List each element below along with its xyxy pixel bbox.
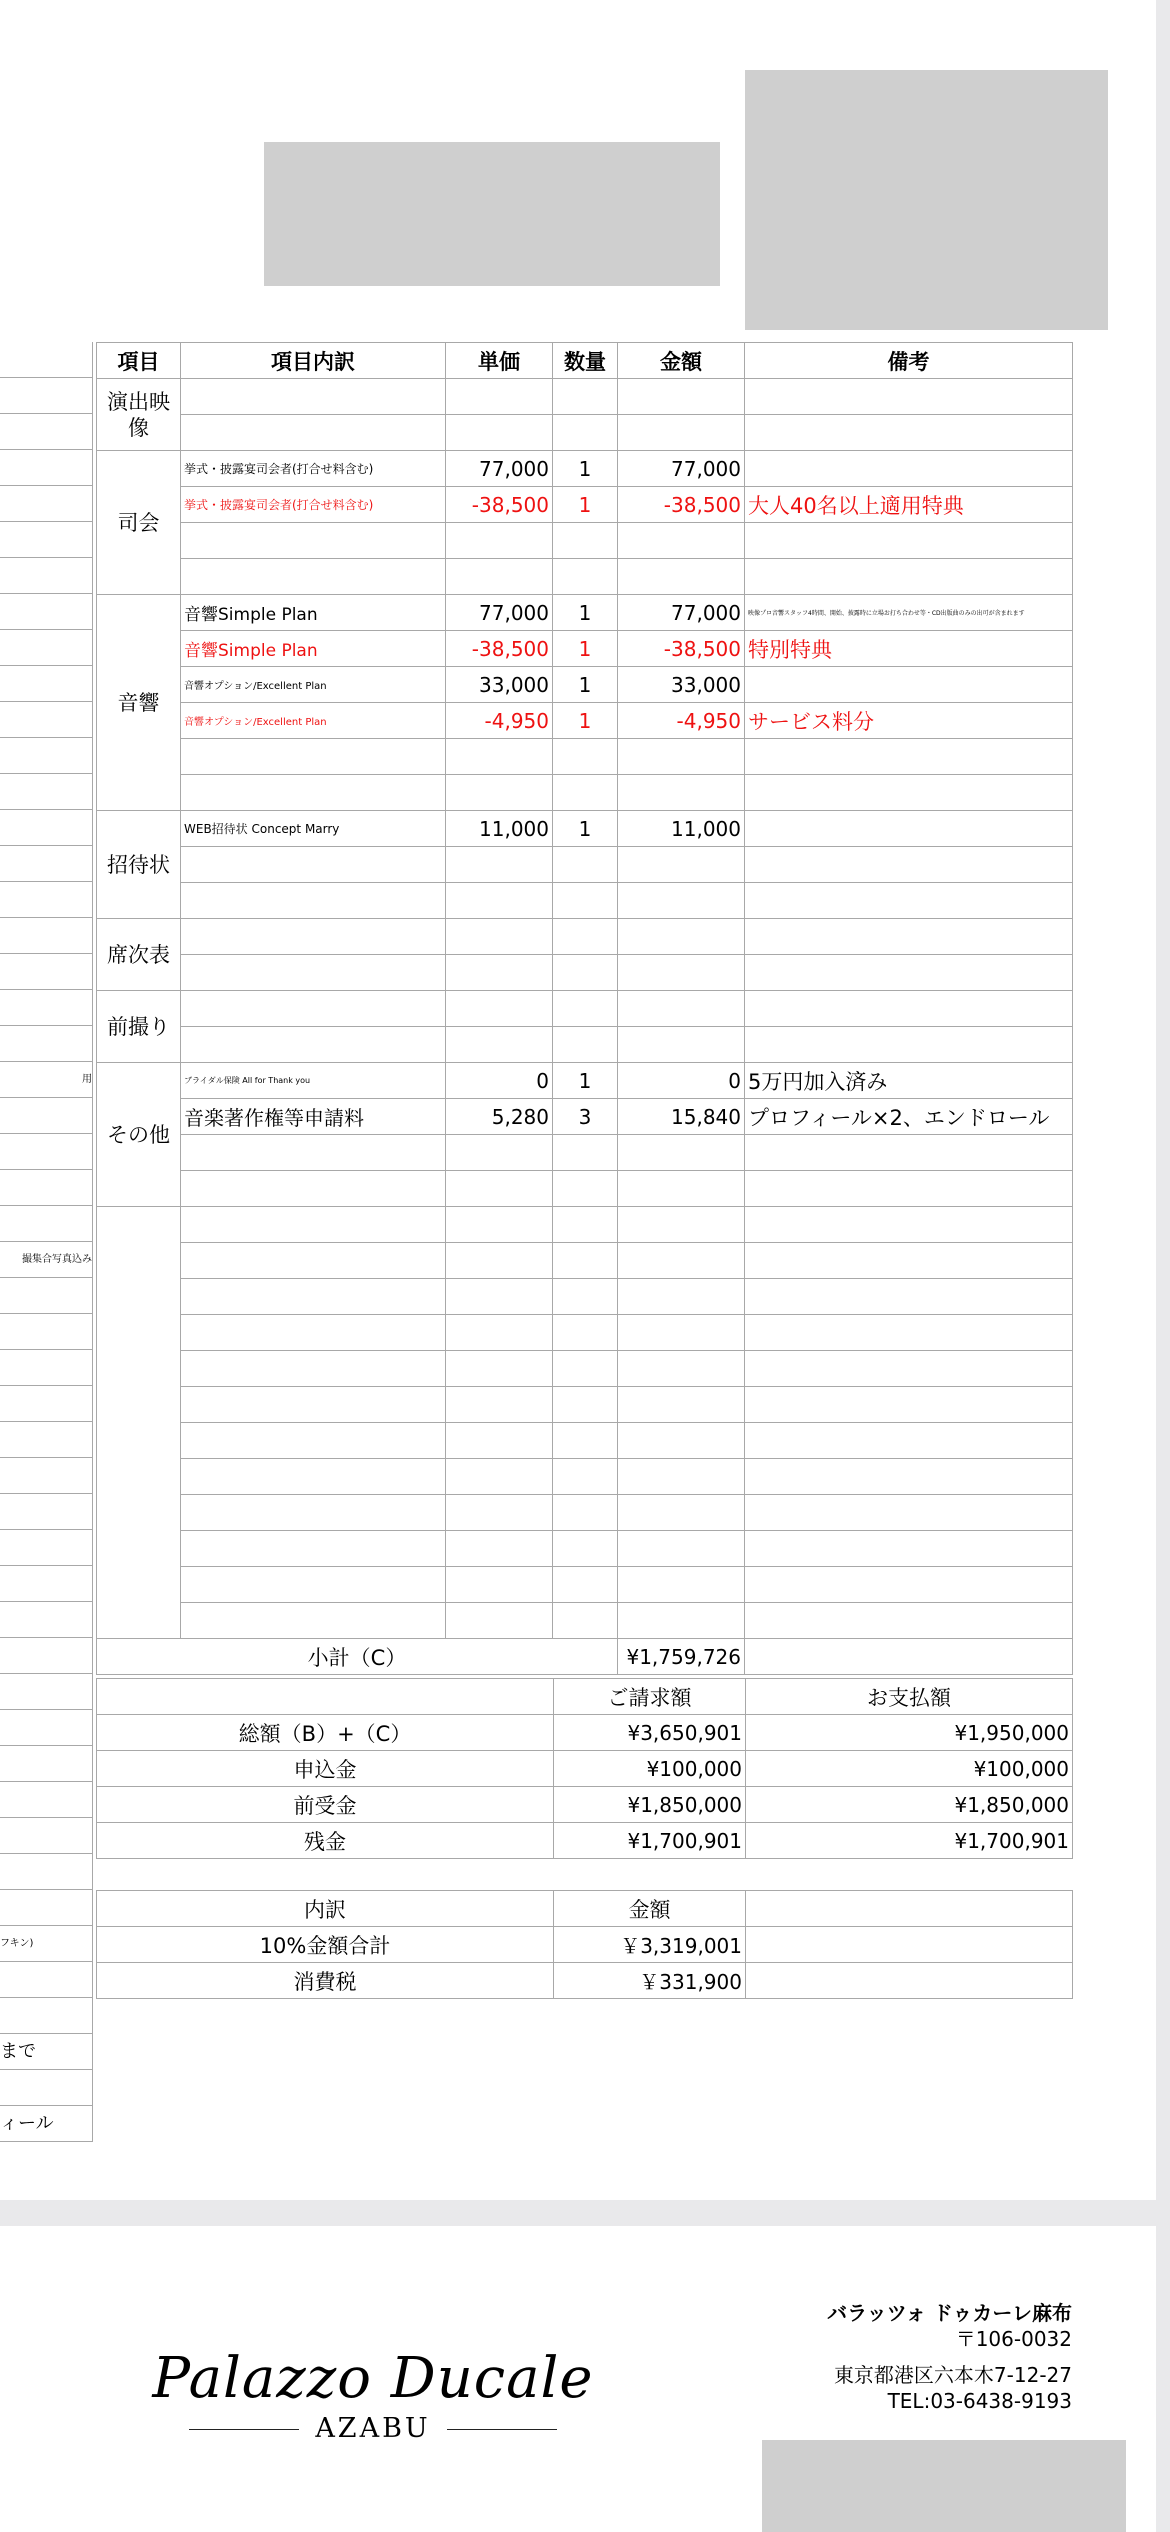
logo: [148, 2346, 598, 2444]
redacted-box-3: [762, 2440, 1126, 2532]
summary-header-paid: お支払額: [746, 1679, 1073, 1715]
category-video: 演出映像: [97, 379, 181, 451]
table-row: 音楽著作権等申請料 5,280 3 15,840 プロフィール×2、エンドロール: [97, 1099, 1073, 1135]
company-name: バラッツォ ドゥカーレ麻布: [827, 2301, 1072, 2325]
header-amount: 金額: [618, 343, 745, 379]
category-prephoto: 前撮り: [97, 991, 181, 1063]
logo-sub: AZABU: [315, 2413, 431, 2444]
category-other: その他: [97, 1063, 181, 1207]
stub-text: フキン): [0, 1926, 92, 1962]
estimate-table: [96, 342, 1073, 1675]
stub-text: ィール: [0, 2106, 92, 2142]
header-note: 備考: [745, 343, 1073, 379]
subtotal-row: [97, 1639, 1073, 1675]
category-mc: 司会: [97, 451, 181, 595]
table-row: 残金 ¥1,700,901 ¥1,700,901: [97, 1823, 1073, 1859]
category-seating: 席次表: [97, 919, 181, 991]
table-row: 10%金額合計 ￥3,319,001: [97, 1927, 1073, 1963]
header-detail: 項目内訳: [181, 343, 446, 379]
tax-header-breakdown: 内訳: [97, 1891, 554, 1927]
table-row: 音響オプション/Excellent Plan -4,950 1 -4,950 サービス料分: [97, 703, 1073, 739]
summary-header-billed: ご請求額: [554, 1679, 746, 1715]
stub-text: 撮集合写真込み: [0, 1242, 92, 1278]
redacted-box-2: [745, 70, 1108, 330]
company-address: [827, 2300, 1072, 2414]
table-row: 申込金 ¥100,000 ¥100,000: [97, 1751, 1073, 1787]
table-row: 招待状 WEB招待状 Concept Marry 11,000 1 11,000: [97, 811, 1073, 847]
table-row: 前受金 ¥1,850,000 ¥1,850,000: [97, 1787, 1073, 1823]
header-item: 項目: [97, 343, 181, 379]
subtotal-label: 小計（C）: [97, 1639, 618, 1675]
table-row: 音響 音響Simple Plan 77,000 1 77,000 映像プロ音響スタッフ4時間、開始、披露時に立場お打ち合わせ等・CD出版曲のみの出可が含まれます: [97, 595, 1073, 631]
logo-script: Palazzo Ducale: [152, 2346, 594, 2411]
summary-table: [96, 1678, 1073, 1859]
table-row: その他 ブライダル保険 All for Thank you 0 1 0 5万円加入済み: [97, 1063, 1073, 1099]
tax-table: [96, 1890, 1073, 1999]
category-invite: 招待状: [97, 811, 181, 919]
table-header: [97, 343, 1073, 379]
category-sound: 音響: [97, 595, 181, 811]
tax-header-amount: 金額: [554, 1891, 746, 1927]
table-row: 音響オプション/Excellent Plan 33,000 1 33,000: [97, 667, 1073, 703]
street-address: 東京都港区六本木7-12-27: [833, 2363, 1072, 2387]
header-qty: 数量: [553, 343, 618, 379]
table-row: 挙式・披露宴司会者(打合せ料含む) -38,500 1 -38,500 大人40名以上適用特典: [97, 487, 1073, 523]
telephone: TEL:03-6438-9193: [887, 2389, 1072, 2413]
table-row: 音響Simple Plan -38,500 1 -38,500 特別特典: [97, 631, 1073, 667]
table-row: 総額（B）+（C） ¥3,650,901 ¥1,950,000: [97, 1715, 1073, 1751]
table-row: 消費税 ￥331,900: [97, 1963, 1073, 1999]
redacted-box-1: [264, 142, 720, 286]
postal-code: 〒106-0032: [955, 2327, 1072, 2351]
subtotal-value: ¥1,759,726: [618, 1639, 745, 1675]
left-cropped-table: [0, 342, 93, 2142]
table-row: 司会 挙式・披露宴司会者(打合せ料含む) 77,000 1 77,000: [97, 451, 1073, 487]
stub-text: 用: [0, 1062, 92, 1098]
header-unit: 単価: [446, 343, 553, 379]
stub-text: まで: [0, 2034, 92, 2070]
